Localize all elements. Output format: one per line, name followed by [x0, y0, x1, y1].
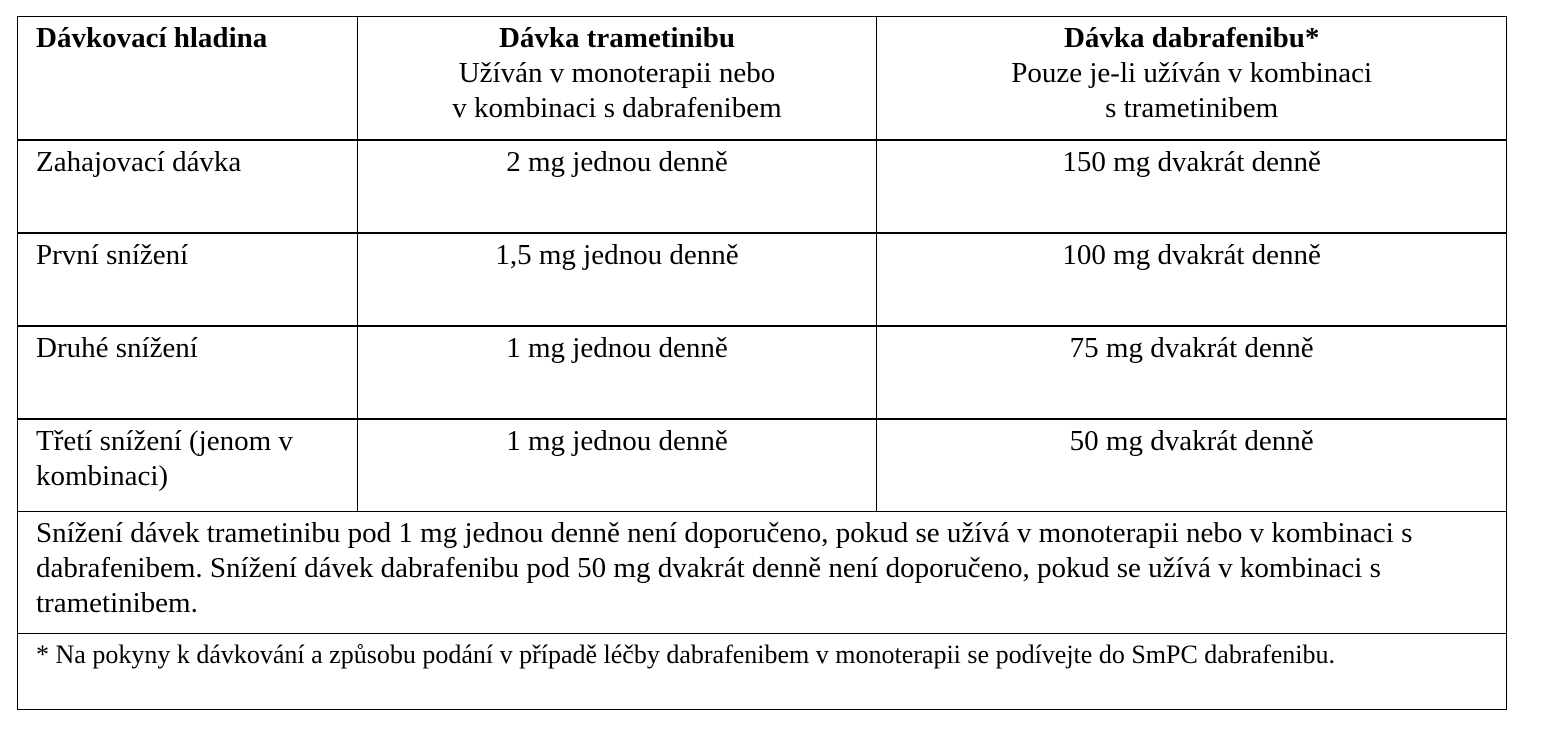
header-row	[18, 17, 1507, 141]
dabrafenib-dose-cell: 150 mg dvakrát denně	[877, 140, 1507, 233]
header-trametinib	[357, 17, 877, 141]
header-dabrafenib-title: Dávka dabrafenibu*	[1063, 22, 1320, 54]
trametinib-dose-cell: 1 mg jednou denně	[357, 326, 877, 419]
table-row	[18, 419, 1507, 512]
footnote-row	[18, 634, 1507, 710]
header-dabrafenib-sub2: s trametinibem	[1105, 92, 1279, 124]
header-trametinib-sub1: Užíván v monoterapii nebo	[458, 57, 776, 89]
dose-level-cell: První snížení	[18, 233, 358, 326]
dabrafenib-dose-cell: 50 mg dvakrát denně	[877, 419, 1507, 512]
header-dabrafenib	[877, 17, 1507, 141]
header-trametinib-title: Dávka trametinibu	[498, 22, 735, 54]
table-row	[18, 140, 1507, 233]
dose-level-cell: Třetí snížení (jenom v kombinaci)	[18, 419, 358, 512]
header-dose-level: Dávkovací hladina	[18, 17, 358, 141]
header-dabrafenib-sub1: Pouze je-li užíván v kombinaci	[1011, 57, 1373, 89]
dose-level-cell: Zahajovací dávka	[18, 140, 358, 233]
dose-reduction-table	[17, 16, 1507, 710]
table-row	[18, 326, 1507, 419]
dose-note: Snížení dávek trametinibu pod 1 mg jednou denně není doporučeno, pokud se užívá v monoterapii nebo v kombinaci s dabrafenibem. Snížení dávek dabrafenibu pod 50 mg dvakrát denně není doporučeno, pokud se užívá v kombinaci s trametinibem.	[18, 512, 1507, 634]
header-trametinib-sub2: v kombinaci s dabrafenibem	[452, 92, 782, 124]
table-row	[18, 233, 1507, 326]
dabrafenib-dose-cell: 75 mg dvakrát denně	[877, 326, 1507, 419]
trametinib-dose-cell: 2 mg jednou denně	[357, 140, 877, 233]
trametinib-dose-cell: 1 mg jednou denně	[357, 419, 877, 512]
dose-level-cell: Druhé snížení	[18, 326, 358, 419]
note-row	[18, 512, 1507, 634]
trametinib-dose-cell: 1,5 mg jednou denně	[357, 233, 877, 326]
dabrafenib-dose-cell: 100 mg dvakrát denně	[877, 233, 1507, 326]
footnote: * Na pokyny k dávkování a způsobu podání v případě léčby dabrafenibem v monoterapii se podívejte do SmPC dabrafenibu.	[18, 634, 1507, 710]
